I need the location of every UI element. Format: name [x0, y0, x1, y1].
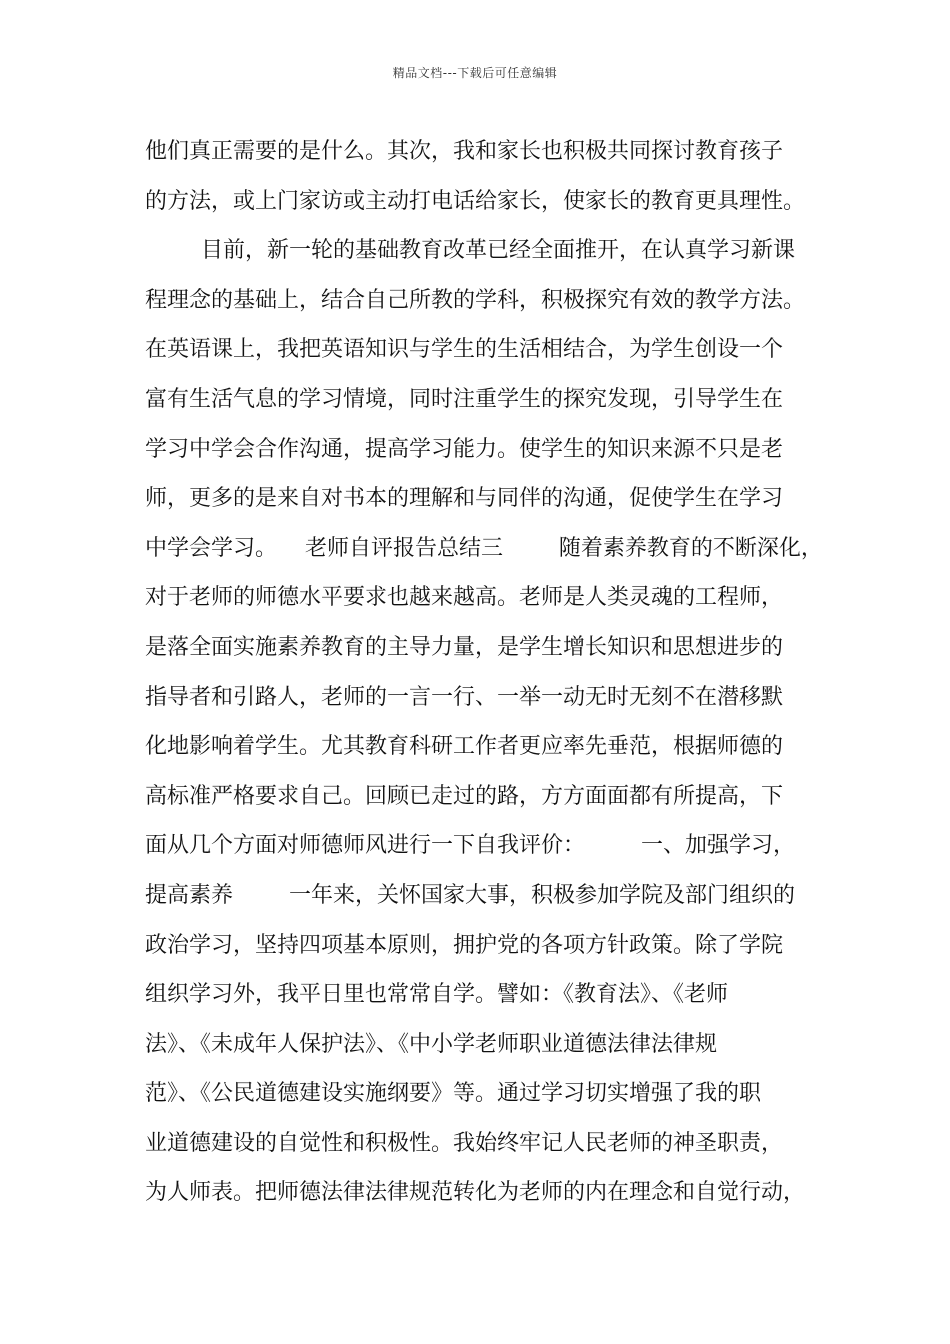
text-line: 他们真正需要的是什么。其次，我和家长也积极共同探讨教育孩子	[145, 139, 784, 164]
text-line: 在英语课上，我把英语知识与学生的生活相结合，为学生创设一个	[145, 337, 784, 363]
text-line: 政治学习，坚持四项基本原则，拥护党的各项方针政策。除了学院	[145, 932, 784, 958]
text-line: 提高素养 一年来，关怀国家大事，积极参加学院及部门组织的	[145, 882, 795, 908]
text-line: 目前，新一轮的基础教育改革已经全面推开，在认真学习新课	[145, 238, 795, 264]
text-line: 范》、《公民道德建设实施纲要》等。通过学习切实增强了我的职	[145, 1081, 762, 1107]
text-line: 中学会学习。 老师自评报告总结三 随着素养教育的不断深化，	[145, 535, 823, 561]
text-line: 程理念的基础上，结合自己所教的学科，积极探究有效的教学方法。	[145, 287, 806, 313]
text-line: 是落全面实施素养教育的主导力量，是学生增长知识和思想进步的	[145, 634, 784, 660]
text-line: 为人师表。把师德法律法律规范转化为老师的内在理念和自觉行动，	[145, 1180, 806, 1206]
text-line: 师，更多的是来自对书本的理解和与同伴的沟通，促使学生在学习	[145, 486, 784, 512]
text-line: 指导者和引路人，老师的一言一行、一举一动无时无刻不在潜移默	[145, 684, 784, 710]
text-line: 法》、《未成年人保护法》、《中小学老师职业道德法律法律规	[145, 1031, 718, 1057]
text-line: 富有生活气息的学习情境，同时注重学生的探究发现，引导学生在	[145, 386, 784, 412]
body-text	[145, 127, 825, 1218]
text-line: 组织学习外，我平日里也常常自学。譬如：《教育法》、《老师	[145, 982, 729, 1008]
text-line: 化地影响着学生。尤其教育科研工作者更应率先垂范，根据师德的	[145, 734, 784, 760]
text-line: 的方法，或上门家访或主动打电话给家长，使家长的教育更具理性。	[145, 188, 806, 214]
text-line: 业道德建设的自觉性和积极性。我始终牢记人民老师的神圣职责，	[145, 1130, 784, 1156]
text-line: 学习中学会合作沟通，提高学习能力。使学生的知识来源不只是老	[145, 436, 784, 462]
text-line: 对于老师的师德水平要求也越来越高。老师是人类灵魂的工程师，	[145, 585, 784, 611]
text-line: 面从几个方面对师德师风进行一下自我评价： 一、加强学习，	[145, 833, 795, 859]
text-line: 高标准严格要求自己。回顾已走过的路，方方面面都有所提高，下	[145, 783, 784, 809]
page-header: 精品文档---下载后可任意编辑	[392, 66, 558, 80]
